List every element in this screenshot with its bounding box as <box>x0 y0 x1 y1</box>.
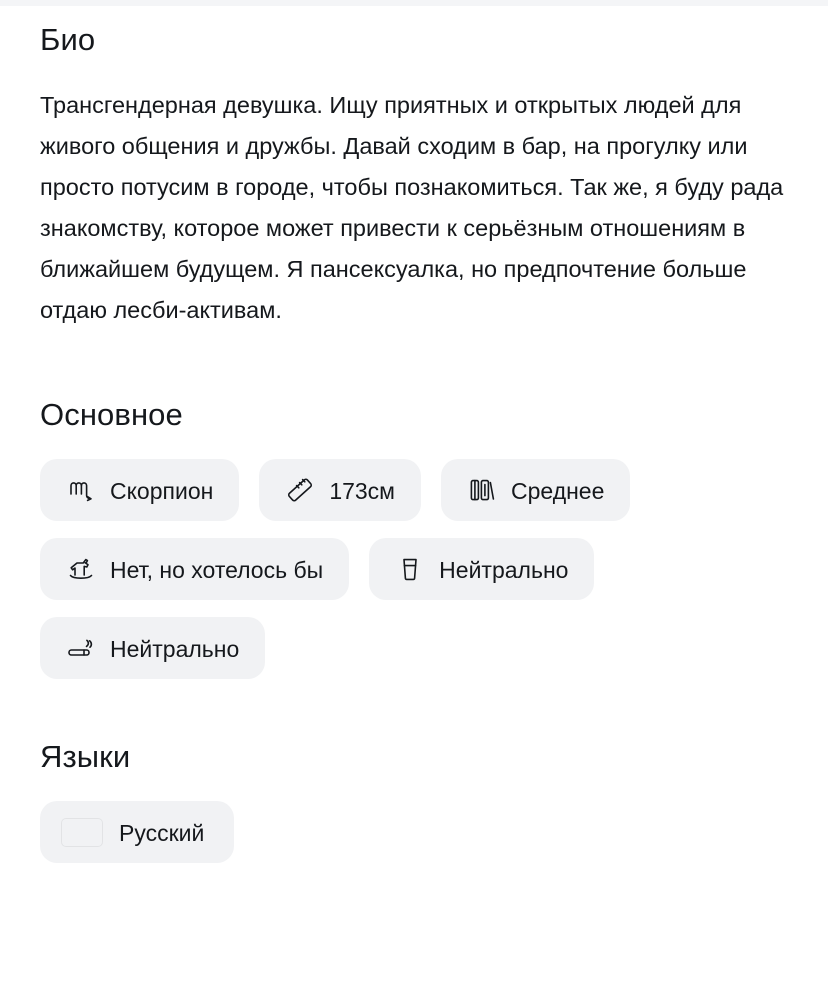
language-chip-label: Русский <box>119 819 205 846</box>
languages-chip-list <box>40 801 788 863</box>
basics-chip-height[interactable] <box>259 459 421 521</box>
basics-chip-smoking[interactable] <box>40 617 265 679</box>
basics-chip-zodiac[interactable] <box>40 459 239 521</box>
basics-section-title: Основное <box>40 397 183 432</box>
top-divider <box>0 0 828 6</box>
bio-section <box>40 0 788 331</box>
books-icon <box>467 475 497 505</box>
basics-chip-education[interactable] <box>441 459 630 521</box>
beer-glass-icon <box>395 554 425 584</box>
basics-chip-children[interactable] <box>40 538 349 600</box>
ruler-icon <box>285 475 315 505</box>
basics-chip-list <box>40 459 788 679</box>
flag-russia-icon <box>62 819 102 846</box>
cigarette-icon <box>66 633 96 663</box>
rocking-horse-icon <box>66 554 96 584</box>
basics-chip-label: 173см <box>329 477 395 504</box>
bio-section-title: Био <box>40 22 96 57</box>
zodiac-scorpio-icon <box>66 475 96 505</box>
basics-chip-label: Среднее <box>511 477 605 504</box>
basics-chip-label: Нейтрально <box>439 556 569 583</box>
language-chip-russian[interactable] <box>40 801 234 863</box>
bio-text: Трансгендерная девушка. Ищу приятных и открытых людей для живого общения и дружбы. Давай сходим в бар, на прогулку или просто потусим в городе, чтобы познакомиться. Так же, я буду рада знакомству, которое может привести к серьёзным отношениям в ближайшем будущем. Я пансексуалка, но предпочтение больше отдаю лесби-активам. <box>40 92 784 323</box>
basics-chip-label: Скорпион <box>110 477 214 504</box>
basics-section <box>40 397 788 679</box>
basics-chip-label: Нейтрально <box>110 635 240 662</box>
languages-section-title: Языки <box>40 739 131 774</box>
basics-chip-alcohol[interactable] <box>369 538 594 600</box>
basics-chip-label: Нет, но хотелось бы <box>110 556 324 583</box>
languages-section <box>40 739 788 863</box>
